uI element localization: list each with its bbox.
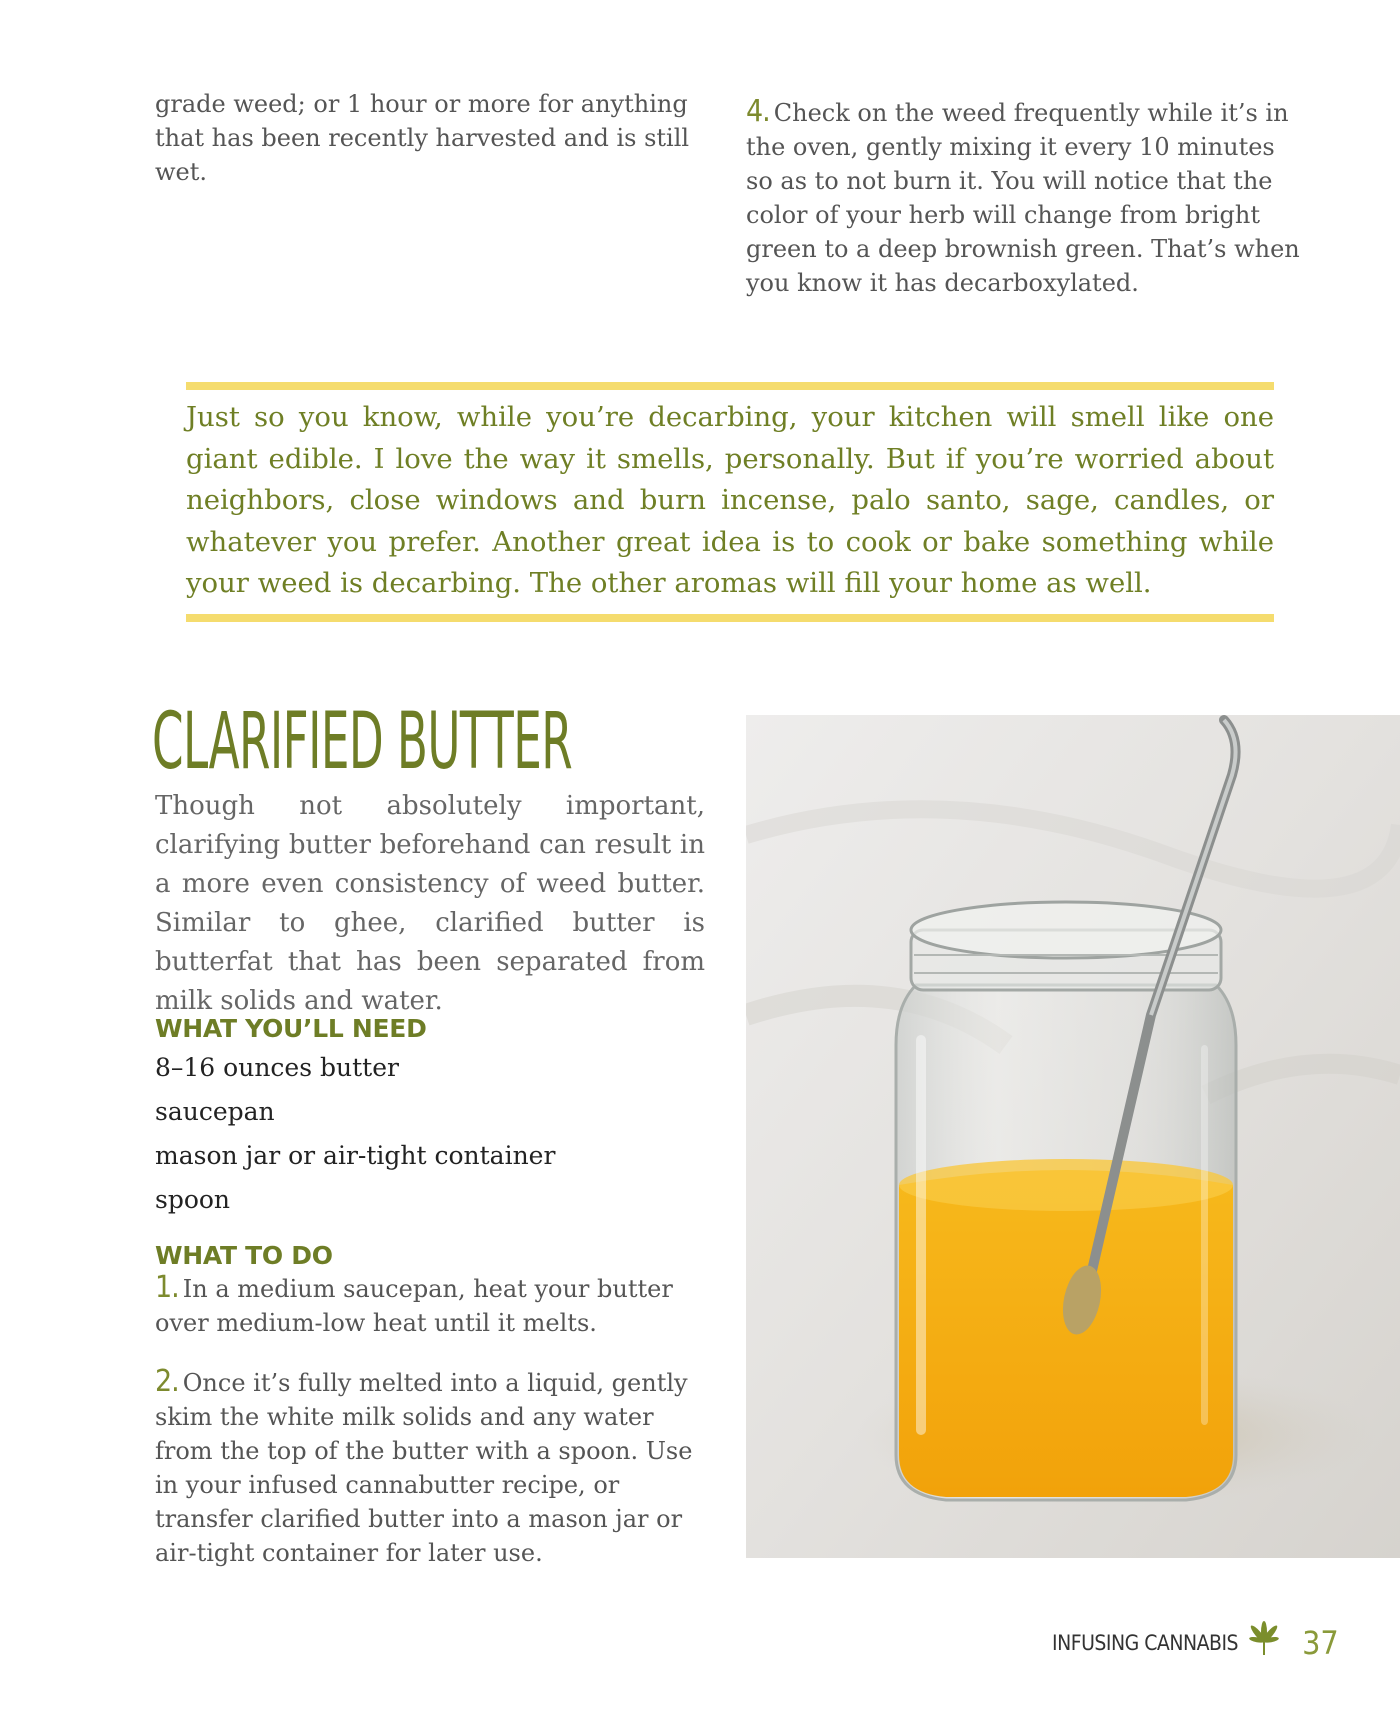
footer-section-label: INFUSING CANNABIS	[1052, 1631, 1239, 1655]
step-number: 2.	[155, 1364, 179, 1399]
butter-jar-photo	[746, 715, 1400, 1558]
tip-callout	[186, 382, 1274, 622]
step-4-paragraph	[746, 95, 1306, 300]
step-item	[155, 1365, 715, 1570]
steps-list	[155, 1271, 715, 1595]
list-item: saucepan	[155, 1097, 275, 1126]
tip-callout-text: Just so you know, while you’re decarbing, your kitchen will smell like one giant edible. I love the way it smells, personally. But if you’re worried about neighbors, close windows and burn incense, palo santo, sage, candles, or whatever you prefer. Another great idea is to cook or bake something while your weed is decarbing. The other aromas will fill your home as well.	[186, 401, 1274, 599]
what-to-do-heading: WHAT TO DO	[155, 1241, 333, 1270]
continued-text: grade weed; or 1 hour or more for anything that has been recently harvested and is still wet.	[155, 90, 690, 186]
step-4-text: Check on the weed frequently while it’s in the oven, gently mixing it every 10 minutes so as to not burn it. You will notice that the color of your herb will change from bright green to a deep brownish green. That’s when you know it has decarboxylated.	[746, 99, 1300, 297]
section-intro: Though not absolutely important, clarifying butter beforehand can result in a more even consistency of weed butter. Similar to ghee, clarified butter is butterfat that has been separated from milk solids and water.	[155, 791, 705, 1016]
list-item: spoon	[155, 1185, 231, 1214]
list-item: mason jar or air-tight container	[155, 1141, 556, 1170]
step-4-number: 4.	[746, 94, 770, 129]
cannabis-leaf-icon	[1244, 1621, 1284, 1665]
page-footer	[1052, 1618, 1339, 1668]
what-you-need-heading: WHAT YOU’LL NEED	[155, 1014, 427, 1043]
ingredient-list	[155, 1046, 555, 1222]
step-item	[155, 1271, 715, 1340]
continued-paragraph	[155, 87, 715, 189]
list-item: 8–16 ounces butter	[155, 1053, 399, 1082]
page-number: 37	[1302, 1624, 1339, 1662]
step-number: 1.	[155, 1270, 179, 1305]
butter-jar-illustration	[746, 715, 1400, 1558]
step-text: Once it’s fully melted into a liquid, gently skim the white milk solids and any water from the top of the butter with a spoon. Use in your infused cannabutter recipe, or transfer clarified butter into a mason jar or air-tight container for later use.	[155, 1369, 693, 1567]
section-title: CLARIFIED BUTTER	[152, 697, 573, 787]
step-text: In a medium saucepan, heat your butter over medium-low heat until it melts.	[155, 1275, 673, 1337]
